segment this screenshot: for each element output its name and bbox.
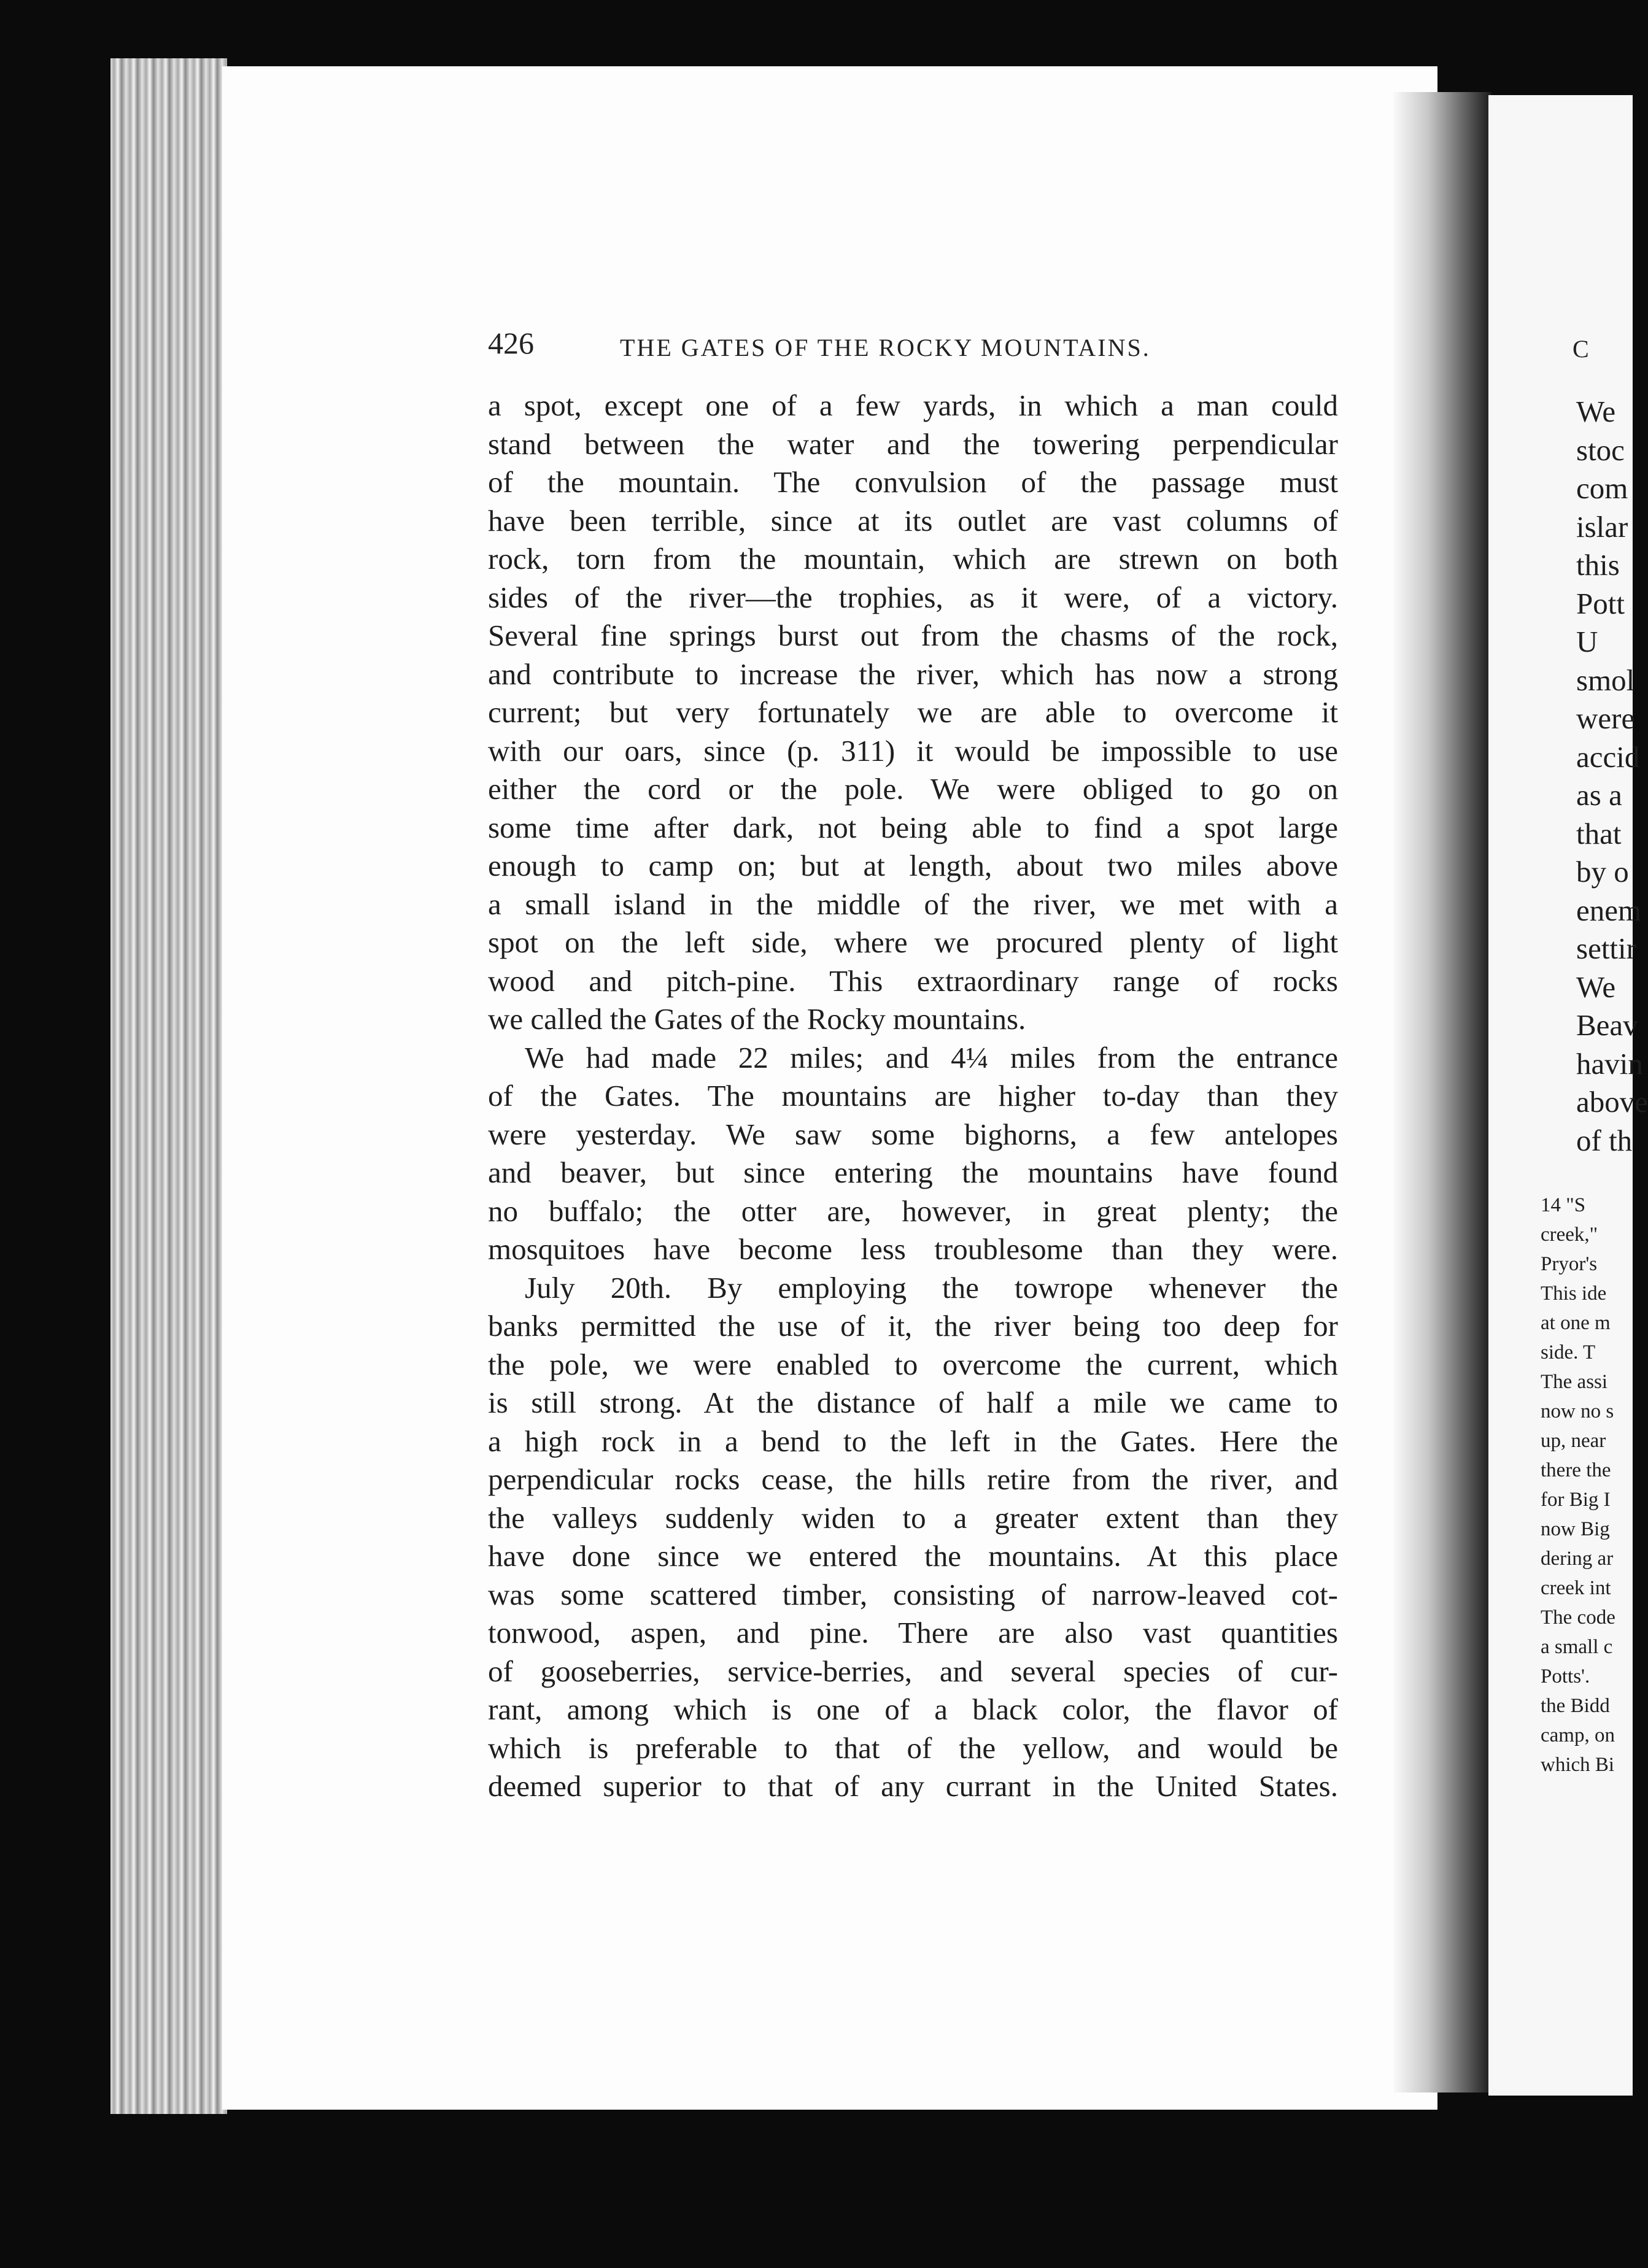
facing-text-line: that [1576, 816, 1622, 850]
facing-note-line: at one m [1541, 1312, 1611, 1334]
book-gutter [1393, 92, 1491, 2092]
text-line: with our oars, since (p. 311) it would be impossible to use [488, 733, 1338, 768]
facing-text-line: stoc [1576, 433, 1625, 467]
text-line: rant, among which is one of a black color, the flavor of [488, 1692, 1338, 1726]
facing-text-line: islar [1576, 509, 1628, 544]
facing-note-line: side. T [1541, 1341, 1596, 1364]
text-line: enough to camp on; but at length, about two miles above [488, 849, 1338, 882]
facing-text-line: of th [1576, 1123, 1633, 1157]
facing-note-line: Pryor's [1541, 1253, 1598, 1275]
facing-note-line: creek int [1541, 1577, 1611, 1599]
text-line: have done since we entered the mountains. At this place [488, 1539, 1338, 1573]
text-line: spot on the left side, where we procured plenty of light [488, 925, 1338, 959]
facing-text-line: Pott [1576, 586, 1625, 620]
facing-text-line: enem [1576, 893, 1642, 927]
facing-text-line: We [1576, 395, 1616, 428]
facing-text-line: smol [1576, 663, 1635, 697]
text-line: sides of the river—the trophies, as it were, of a victory. [488, 580, 1338, 614]
facing-text-line: settir [1576, 932, 1636, 965]
facing-text-line: above [1576, 1085, 1648, 1119]
text-line: a spot, except one of a few yards, in which a man could [488, 388, 1338, 422]
running-head: THE GATES OF THE ROCKY MOUNTAINS. [620, 334, 1151, 361]
facing-text-line: We [1576, 970, 1616, 1004]
facing-page-head: C [1573, 335, 1589, 363]
facing-note-line: camp, on [1541, 1724, 1615, 1746]
text-line: stand between the water and the towering perpendicular [488, 426, 1338, 461]
facing-text-line: U [1576, 625, 1598, 658]
facing-text-line: this [1576, 548, 1620, 582]
text-line: no buffalo; the otter are, however, in great plenty; the [488, 1194, 1338, 1228]
facing-text-line: havin [1576, 1046, 1643, 1081]
text-line: the valleys suddenly widen to a greater extent than they [488, 1500, 1338, 1535]
text-line: of gooseberries, service-berries, and several species of cur- [488, 1654, 1338, 1688]
text-line: we called the Gates of the Rocky mountains. [488, 1002, 1026, 1036]
text-line: We had made 22 miles; and 4¼ miles from the entrance [525, 1040, 1338, 1074]
facing-text-line: were [1576, 701, 1635, 735]
facing-note-line: 14 "S [1541, 1194, 1586, 1216]
text-line: was some scattered timber, consisting of narrow-leaved cot- [488, 1577, 1338, 1611]
text-line: rock, torn from the mountain, which are strewn on both [488, 542, 1338, 576]
text-line: mosquitoes have become less troublesome than they were. [488, 1232, 1338, 1266]
facing-note-line: the Bidd [1541, 1695, 1610, 1717]
page-number: 426 [488, 326, 534, 360]
facing-text-line: com [1576, 471, 1628, 505]
text-line: a small island in the middle of the river, we met with a [488, 887, 1338, 921]
body-text [488, 387, 1338, 1806]
text-line: Several fine springs burst out from the chasms of the rock, [488, 619, 1338, 652]
facing-page-footnotes [1541, 1190, 1615, 1780]
text-line: current; but very fortunately we are able to overcome it [488, 695, 1338, 729]
facing-note-line: creek," [1541, 1224, 1598, 1246]
text-line: banks permitted the use of it, the river being too deep for [488, 1309, 1338, 1343]
text-line: and contribute to increase the river, which has now a strong [488, 657, 1338, 691]
text-line: is still strong. At the distance of half a mile we came to [488, 1386, 1338, 1419]
text-line: which is preferable to that of the yellow, and would be [488, 1730, 1338, 1765]
text-line: July 20th. By employing the towrope whenever the [525, 1270, 1338, 1305]
facing-text-line: Beav [1576, 1008, 1638, 1042]
facing-note-line: there the [1541, 1459, 1611, 1481]
facing-note-line: Potts'. [1541, 1665, 1590, 1688]
text-line: were yesterday. We saw some bighorns, a few antelopes [488, 1117, 1338, 1151]
text-line: tonwood, aspen, and pine. There are also vast quantities [488, 1616, 1338, 1649]
facing-note-line: now Big [1541, 1518, 1610, 1540]
facing-text-line: accid [1576, 739, 1640, 774]
text-line: deemed superior to that of any currant in the United States. [488, 1769, 1338, 1803]
facing-note-line: for Big I [1541, 1489, 1611, 1511]
facing-page-text [1576, 393, 1648, 1160]
facing-note-line: up, near [1541, 1430, 1606, 1452]
facing-note-line: a small c [1541, 1636, 1613, 1658]
facing-note-line: The code [1541, 1606, 1615, 1629]
text-line: some time after dark, not being able to find a spot large [488, 810, 1338, 844]
text-line: of the Gates. The mountains are higher to-day than they [488, 1079, 1338, 1113]
facing-note-line: dering ar [1541, 1548, 1614, 1570]
facing-note-line: which Bi [1541, 1754, 1615, 1776]
facing-text-line: as a [1576, 778, 1622, 812]
facing-note-line: now no s [1541, 1400, 1614, 1422]
text-line: a high rock in a bend to the left in the Gates. Here the [488, 1424, 1338, 1458]
text-line: and beaver, but since entering the mountains have found [488, 1155, 1338, 1189]
facing-text-line: by o [1576, 855, 1629, 889]
text-line: perpendicular rocks cease, the hills retire from the river, and [488, 1462, 1338, 1496]
text-line: either the cord or the pole. We were obliged to go on [488, 772, 1338, 806]
text-line: the pole, we were enabled to overcome the current, which [488, 1347, 1338, 1381]
text-line: wood and pitch-pine. This extraordinary range of rocks [488, 963, 1338, 998]
facing-note-line: This ide [1541, 1282, 1607, 1305]
facing-note-line: The assi [1541, 1371, 1608, 1393]
text-line: of the mountain. The convulsion of the passage must [488, 465, 1338, 499]
left-page-edges [110, 58, 227, 2114]
text-line: have been terrible, since at its outlet are vast columns of [488, 503, 1338, 538]
